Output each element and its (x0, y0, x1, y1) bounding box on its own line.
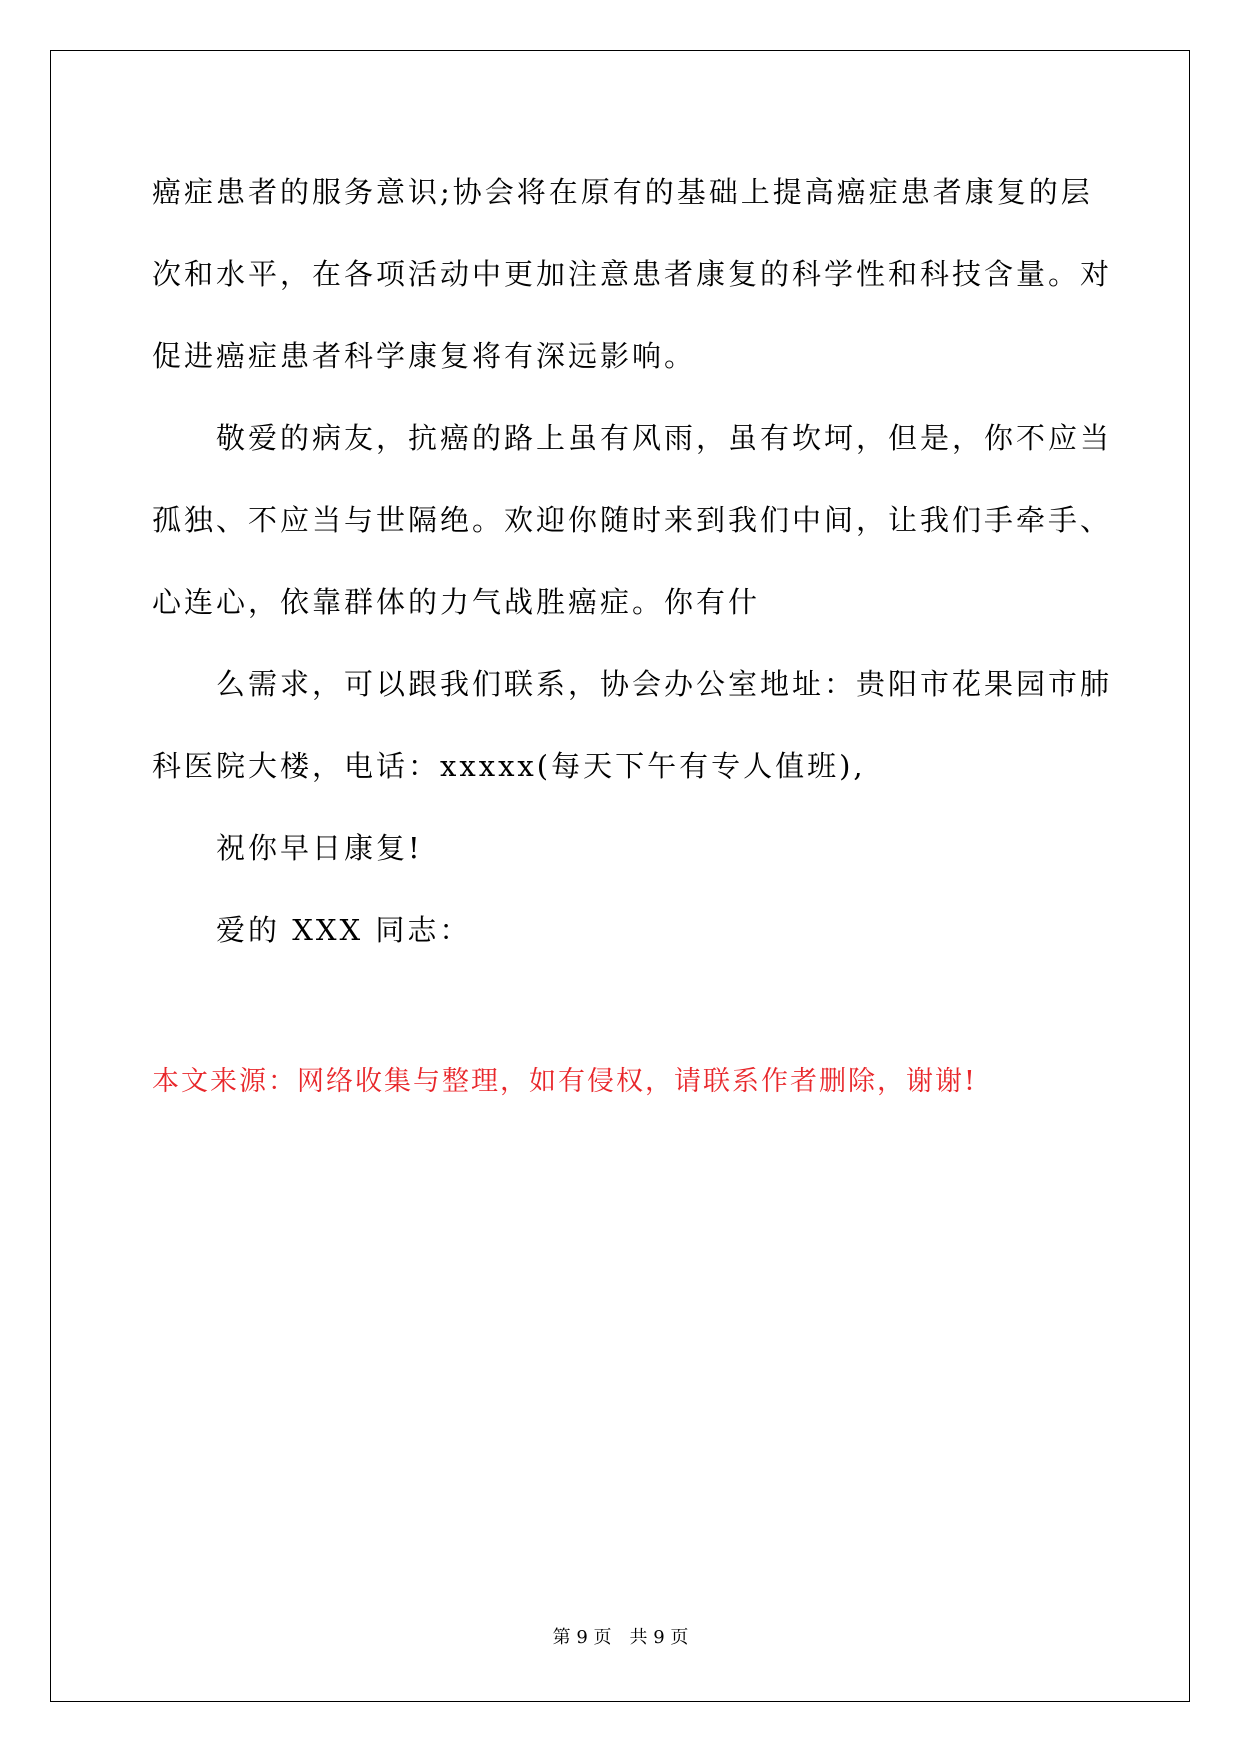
body-line: 么需求，可以跟我们联系，协会办公室地址：贵阳市花果园市肺 (216, 667, 1113, 701)
total-page-count: 共 9 页 (629, 1627, 689, 1648)
body-line: 癌症患者的服务意识;协会将在原有的基础上提高癌症患者康复的层 (152, 175, 1093, 209)
salutation: 爱的 XXX 同志： (216, 913, 472, 947)
body-line: 促进癌症患者科学康复将有深远影响。 (152, 339, 697, 373)
body-line: 心连心，依靠群体的力气战胜癌症。你有什 (152, 585, 761, 619)
body-line: 科医院大楼，电话：xxxxx(每天下午有专人值班), (152, 749, 866, 783)
current-page-number: 第 9 页 (552, 1627, 612, 1648)
body-line: 次和水平，在各项活动中更加注意患者康复的科学性和科技含量。对 (152, 257, 1113, 291)
closing-wish: 祝你早日康复! (216, 831, 423, 865)
page-footer (0, 1626, 1241, 1650)
source-disclaimer: 本文来源：网络收集与整理，如有侵权，请联系作者删除，谢谢! (152, 1066, 977, 1097)
body-line: 敬爱的病友，抗癌的路上虽有风雨，虽有坎坷，但是，你不应当 (216, 421, 1113, 455)
letter-body (152, 166, 1113, 986)
body-line: 孤独、不应当与世隔绝。欢迎你随时来到我们中间，让我们手牵手、 (152, 503, 1113, 537)
